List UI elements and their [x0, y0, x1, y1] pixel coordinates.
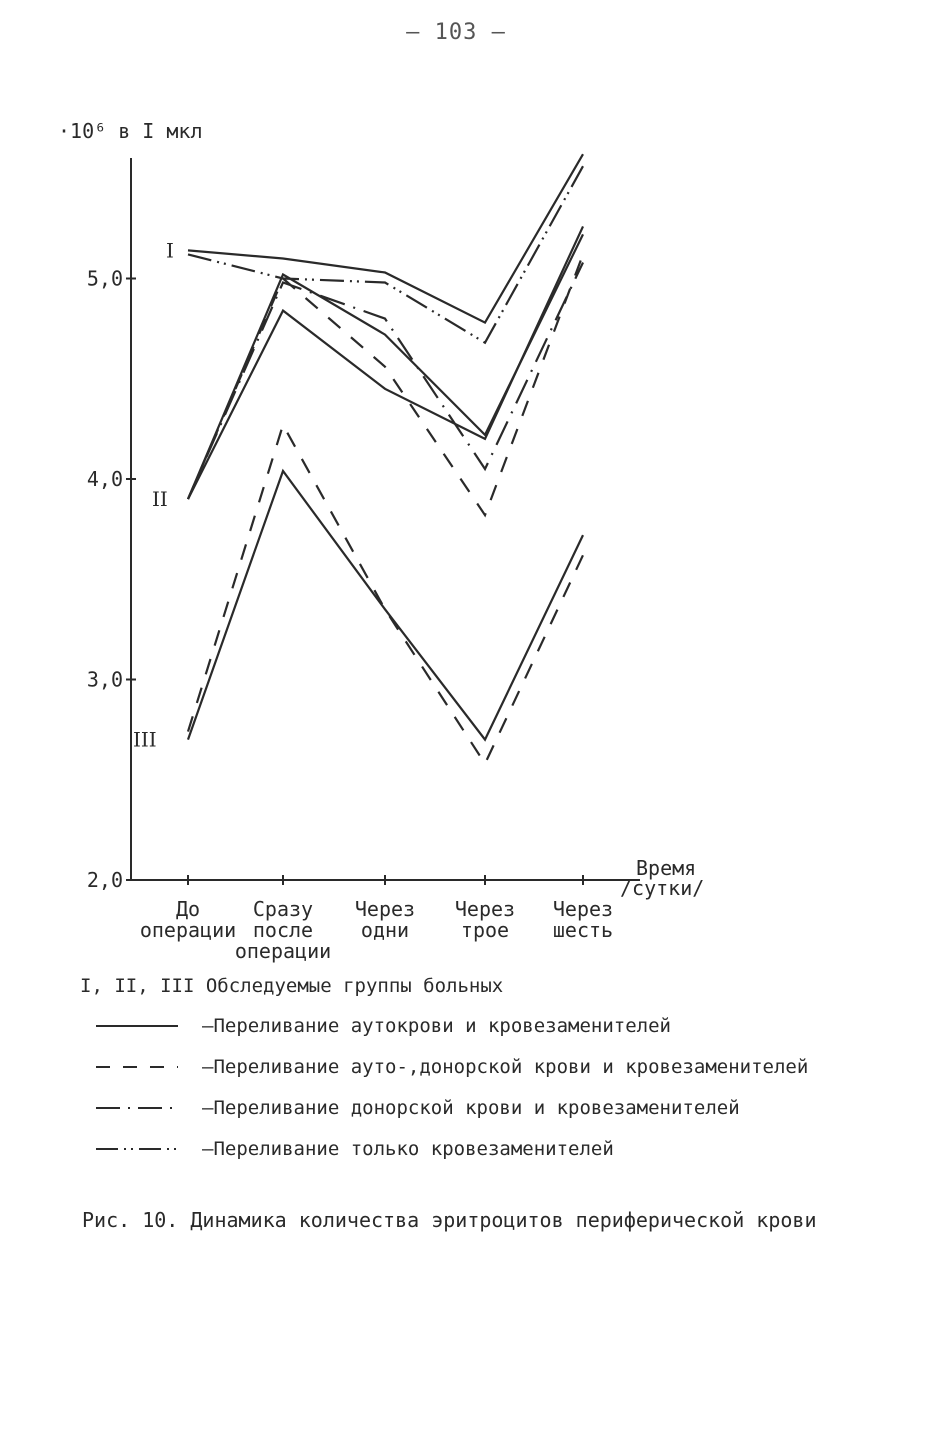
legend-swatch-dashdotdot: [92, 1144, 202, 1154]
legend-header: I, II, III Обследуемые группы больных: [80, 975, 504, 997]
y-tick-label: 4,0: [86, 467, 123, 491]
legend-swatch-dashed: [92, 1062, 202, 1072]
y-tick-label: 3,0: [86, 667, 123, 692]
group-labels: [133, 238, 174, 751]
series-line-III-solid: [188, 471, 583, 740]
x-ticks: [140, 875, 613, 963]
legend-swatch-solid: [92, 1021, 202, 1031]
series-line-I-solid: [188, 154, 583, 322]
x-tick-label: Через одни: [354, 897, 416, 942]
y-tick-label: 2,0: [86, 868, 123, 892]
legend-item-dashdot: [92, 1095, 808, 1121]
legend-label: –Переливание только кровезаменителей: [202, 1138, 614, 1160]
legend-label: –Переливание ауто-,донорской крови и кровезаменителей: [202, 1056, 809, 1078]
x-tick-label: Через трое: [454, 897, 516, 942]
legend-label: –Переливание донорской крови и кровезаменителей: [202, 1097, 740, 1119]
figure-caption: Рис. 10. Динамика количества эритроцитов периферической крови: [82, 1208, 817, 1232]
x-axis-title: Время /сутки/: [620, 856, 705, 900]
x-tick-label: Через шесть: [552, 897, 614, 942]
y-ticks: [87, 267, 136, 893]
legend-item-solid: [92, 1013, 808, 1039]
x-tick-label: До операции: [139, 897, 237, 942]
series-line-II-dashed: [188, 254, 583, 515]
legend-item-dashdotdot: [92, 1136, 808, 1162]
y-tick-label: 5,0: [86, 266, 123, 291]
group-label-III: III: [133, 727, 157, 752]
group-label-II: II: [152, 487, 168, 512]
x-tick-label: Сразу после операции: [234, 897, 332, 963]
legend-label: –Переливание аутокрови и кровезаменителей: [202, 1015, 671, 1037]
series-lines: [188, 154, 583, 764]
legend-item-dashed: [92, 1054, 808, 1080]
legend: [80, 975, 808, 1177]
series-line-III-dashed: [188, 425, 583, 764]
legend-swatch-dashdot: [92, 1103, 202, 1113]
y-axis-title: ·10⁶ в I мкл: [58, 119, 203, 143]
group-label-I: I: [166, 238, 174, 263]
page-number: – 103 –: [406, 20, 506, 45]
